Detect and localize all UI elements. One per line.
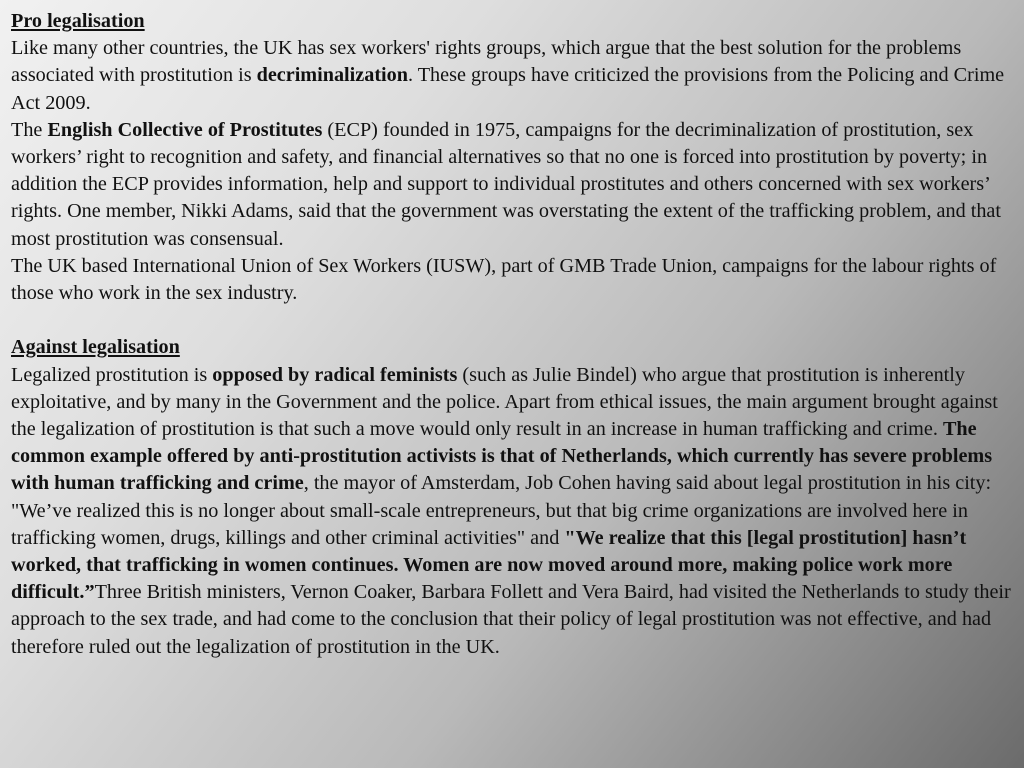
bold-run: "We realize that this [legal prostitution] hasn’t worked, that trafficking in women continues. Women are now moved around more, making police work more difficult.” [11, 526, 967, 604]
bold-run: opposed by radical feminists [212, 363, 458, 386]
section-spacer [11, 307, 1016, 334]
text-run: The [11, 118, 48, 141]
text-run: (such as Julie Bindel) who argue that prostitution is inherently exploitative, and by many in the Government and the police. Apart from ethical issues, the main argument brought against the legalization of prostitution is that such a move would only result in an increase in human trafficking and crime. [11, 363, 998, 441]
text-run: . These groups have criticized the provisions from the Policing and Crime Act 2009. [11, 64, 1005, 114]
pro-paragraph-ecp [11, 117, 1016, 253]
text-run: , the mayor of Amsterdam, Job Cohen having said about legal prostitution in his city: "We’ve realized this is no longer about small-scale entrepreneurs, but that big crime organizations are involved here in trafficking women, drugs, killings and other criminal activities" and [11, 472, 992, 549]
pro-paragraph-iusw: The UK based International Union of Sex Workers (IUSW), part of GMB Trade Union, campaigns for the labour rights of those who work in the sex industry. [11, 254, 997, 305]
against-paragraph [11, 362, 1016, 661]
pro-paragraph-rights-groups [11, 35, 1016, 117]
bold-run: English Collective of Prostitutes [47, 118, 323, 141]
against-legalisation-heading: Against legalisation [11, 336, 180, 359]
slide-content [11, 8, 1016, 661]
text-run: Legalized prostitution is [11, 363, 213, 386]
text-run: Like many other countries, the UK has sex workers' rights groups, which argue that the best solution for the problems associated with prostitution is [11, 37, 962, 87]
pro-legalisation-heading: Pro legalisation [11, 10, 145, 32]
text-run: (ECP) founded in 1975, campaigns for the decriminalization of prostitution, sex workers’ right to recognition and safety, and financial alternatives so that no one is forced into prostitution by poverty; in addition the ECP provides information, help and support to individual prostitutes and others concerned with sex workers’ rights. One member, Nikki Adams, said that the government was overstating the extent of the trafficking problem, and that most prostitution was consensual. [11, 118, 1002, 250]
bold-run: The common example offered by anti-prostitution activists is that of Netherlands, which currently has severe problems with human trafficking and crime [11, 418, 993, 495]
bold-run: decriminalization [256, 64, 408, 87]
text-run: Three British ministers, Vernon Coaker, Barbara Follett and Vera Baird, had visited the Netherlands to study their approach to the sex trade, and had come to the conclusion that their policy of legal prostitution was not effective, and had therefore ruled out the legalization of prostitution in the UK. [11, 581, 1011, 658]
